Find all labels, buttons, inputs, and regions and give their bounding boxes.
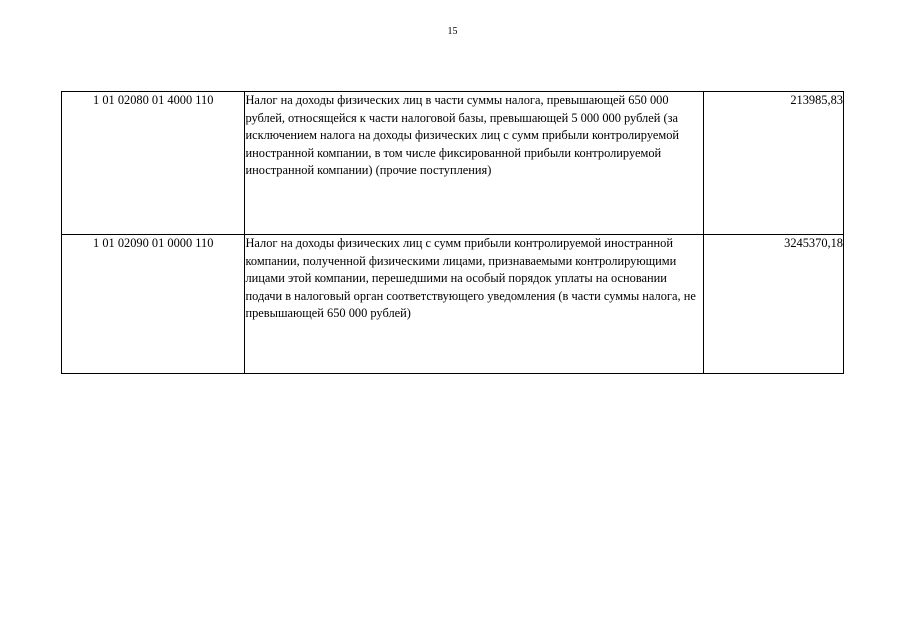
description-cell: Налог на доходы физических лиц с сумм прибыли контролируемой иностранной компании, полученной физическими лицами, признаваемыми контролирующими лицами этой компании, перешедшими на особый порядок уплаты на основании подачи в налоговый орган соответствующего уведомления (в части суммы налога, не превышающей 650 000 рублей) — [245, 235, 703, 374]
amount-cell: 213985,83 — [703, 92, 843, 235]
description-cell: Налог на доходы физических лиц в части суммы налога, превышающей 650 000 рублей, относящейся к части налоговой базы, превышающей 5 000 000 рублей (за исключением налога на доходы физических лиц с сумм прибыли контролируемой иностранной компании, в том числе фиксированной прибыли контролируемой иностранной компании) (прочие поступления) — [245, 92, 703, 235]
table-row — [62, 92, 844, 235]
table-row — [62, 235, 844, 374]
amount-cell: 3245370,18 — [703, 235, 843, 374]
budget-revenue-table — [61, 91, 844, 374]
budget-code-cell: 1 01 02090 01 0000 110 — [62, 235, 245, 374]
budget-code-cell: 1 01 02080 01 4000 110 — [62, 92, 245, 235]
page-number: 15 — [447, 26, 458, 37]
